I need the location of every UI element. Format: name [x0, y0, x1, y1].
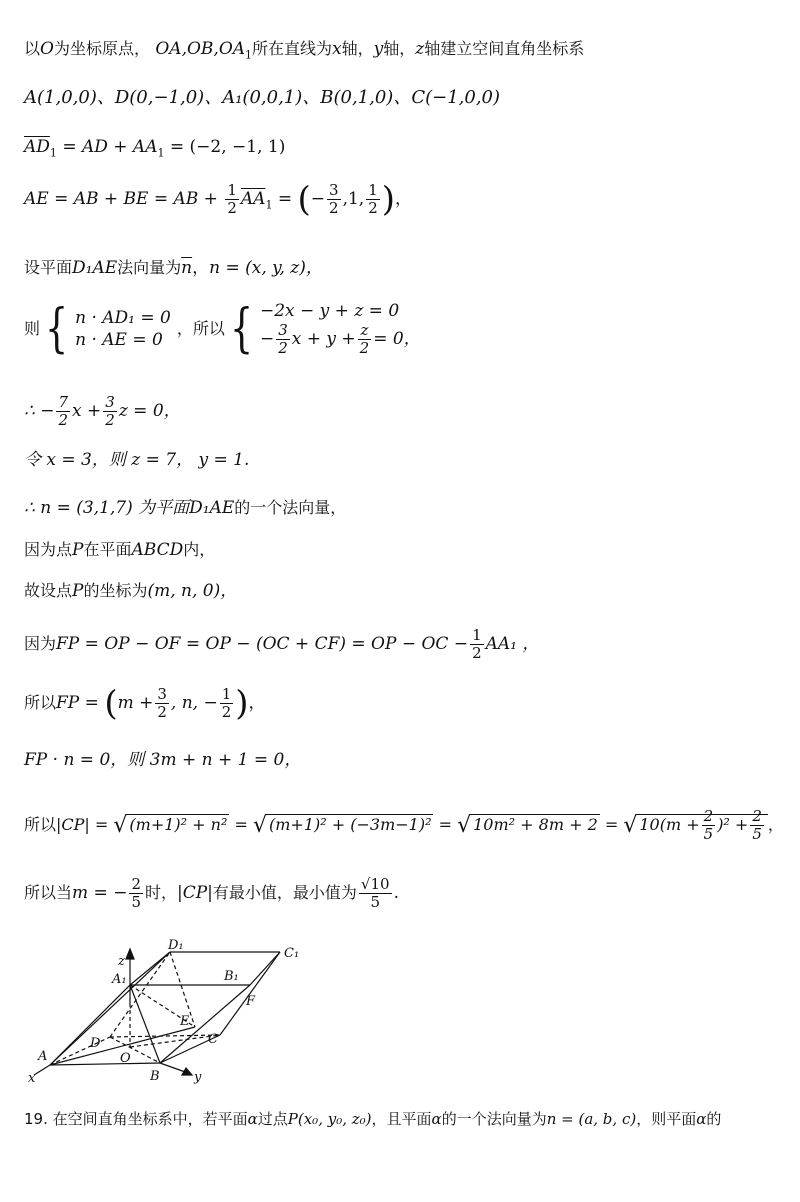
- point-coordinates-line: 故设点P的坐标为(m, n, 0)，: [24, 581, 238, 601]
- math: AE = AB + BE = AB +: [24, 189, 218, 209]
- label-d1: D₁: [168, 938, 184, 953]
- symbol: y: [373, 39, 384, 59]
- math: =: [277, 189, 293, 209]
- text: 法向量为: [117, 258, 182, 277]
- text: 设平面: [24, 258, 73, 277]
- equation-row: n · AD₁ = 0: [75, 307, 171, 328]
- text: 所在直线为: [252, 39, 333, 58]
- symbol: O: [40, 39, 54, 59]
- math: D₁AE: [72, 258, 118, 278]
- point-in-plane-line: 因为点P在平面ABCD内，: [24, 540, 216, 560]
- label-c1: C₁: [284, 946, 300, 961]
- normal-result-line: ∴ n = (3,1,7) 为平面D₁AE的一个法向量，: [24, 498, 347, 518]
- label-d: D: [90, 1036, 101, 1051]
- vector-fp-line: 因为FP = OP − OF = OP − (OC + CF) = OP − OC − $\frac{1}{2}$ AA₁ ，: [24, 626, 540, 662]
- label-x: x: [28, 1071, 36, 1085]
- label-b: B: [150, 1069, 160, 1084]
- question-19-line: 19. 在空间直角坐标系中，若平面α过点P(x₀, y₀, z₀)，且平面α的一个法向量为n = (a, b, c)，则平面α的: [24, 1110, 722, 1128]
- text: 以: [24, 39, 41, 58]
- math: = (−2, −1, 1): [169, 137, 286, 157]
- minimum-line: 所以当m = − $\frac{2}{5}$ 时，|CP|有最小值，最小值为 $\frac{√10}{5}$ .: [24, 875, 399, 911]
- symbol: OA,OB,OA: [155, 39, 246, 59]
- label-e: E: [180, 1014, 190, 1029]
- assignment-line: 令 x = 3，则 z = 7， y = 1.: [24, 450, 250, 470]
- label-y: y: [194, 1070, 202, 1085]
- equation-system-line: 则 { n · AD₁ = 0 n · AE = 0 ，所以 { −2x − y + z = 0 − $\frac{3}{2}$ x + y + $\frac{z}{2}$ = 0，: [24, 298, 421, 359]
- fraction: $\frac{1}{2}$: [227, 181, 237, 217]
- text: ，所以: [176, 318, 225, 338]
- text: 为坐标原点，: [53, 39, 150, 58]
- text: 轴，: [383, 39, 416, 58]
- equation-row: −2x − y + z = 0: [259, 301, 400, 321]
- symbol: z: [415, 39, 425, 59]
- fraction: $\frac{1}{2}$: [368, 181, 378, 217]
- text: 则: [24, 318, 41, 338]
- text: 轴，: [341, 39, 374, 58]
- vector: $\overline{AA}$: [240, 189, 266, 209]
- symbol: x: [332, 39, 342, 59]
- vector-fp-value-line: 所以FP = (m + $\frac{3}{2}$ , n, − $\frac{1}{2}$ )，: [24, 683, 266, 724]
- cp-length-line: 所以|CP| = √ (m+1)² + n² = √ (m+1)² + (−3m−1)² = √ 10m² + 8m + 2 = √ 10(m + $\frac{2}{5}$ )² + $\frac{2}{5}$ ，: [24, 807, 784, 843]
- label-c: C: [208, 1032, 218, 1047]
- dot-product-line: FP · n = 0，则 3m + n + 1 = 0，: [24, 750, 302, 770]
- vector-ae-line: AE = AB + BE = AB + $\frac{1}{2}$ $\overline{AA}_1$ = (− $\frac{3}{2}$ ,1, $\frac{1}{2}$ )，: [24, 179, 413, 220]
- label-o: O: [120, 1051, 131, 1066]
- label-z: z: [118, 954, 125, 969]
- label-b1: B₁: [224, 969, 239, 984]
- vector: $\overline{n}$: [181, 258, 193, 278]
- math: = AD + AA: [62, 137, 158, 157]
- label-a1: A₁: [112, 972, 127, 987]
- vector: $\overline{AD}$: [24, 137, 50, 157]
- fraction: $\frac{3}{2}$: [329, 181, 339, 217]
- normal-vector-line: [24, 257, 323, 279]
- label-a: A: [38, 1049, 48, 1064]
- equation-row: n · AE = 0: [75, 329, 163, 350]
- derived-equation-line: ∴ − $\frac{7}{2}$ x + $\frac{3}{2}$ z = 0，: [24, 393, 181, 429]
- text: 轴建立空间直角坐标系: [424, 39, 585, 58]
- math: 1,: [347, 189, 365, 209]
- math: n = (x, y, z)，: [209, 258, 323, 278]
- text-line-1: [24, 38, 584, 66]
- vector-ad1-line: $\overline{AD}_1$ = AD + $AA_1 = (-2$, −1, 1): [24, 137, 286, 160]
- points-line: A(1,0,0)、D(0,−1,0)、A₁(0,0,1)、B(0,1,0)、C(−1,0,0): [24, 87, 501, 108]
- equation-row: − $\frac{3}{2}$ x + y + $\frac{z}{2}$ = 0，: [259, 321, 421, 357]
- subscript: 1: [245, 48, 253, 62]
- label-f: F: [246, 994, 256, 1009]
- text: ，: [192, 258, 210, 278]
- parallelepiped-figure: [20, 935, 320, 1085]
